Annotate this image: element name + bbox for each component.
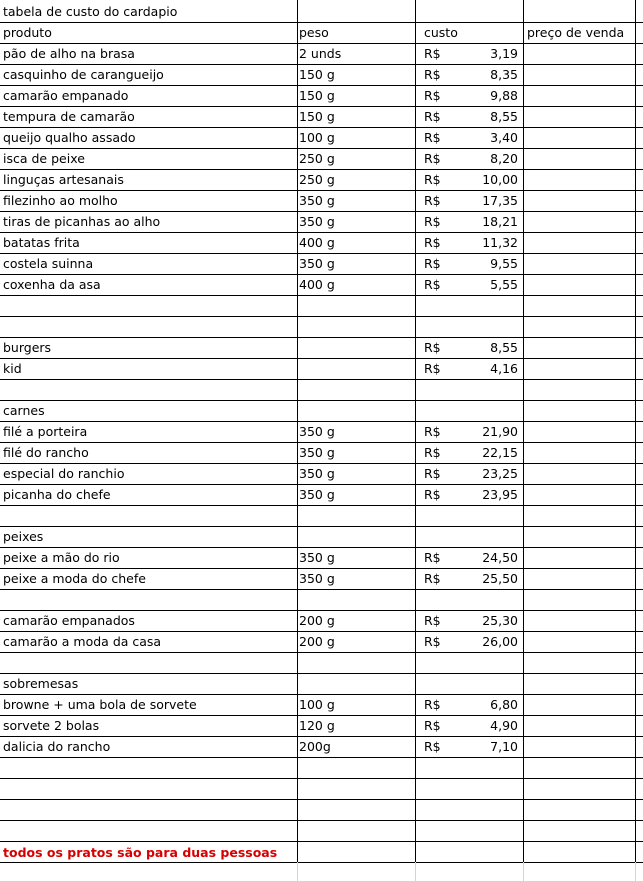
cell-peso[interactable]: 2 unds xyxy=(299,46,342,61)
cell-produto[interactable]: tempura de camarão xyxy=(3,109,135,124)
grid-row-line xyxy=(0,127,643,128)
grid-row-line xyxy=(0,862,643,863)
cell-currency[interactable]: R$ xyxy=(424,613,441,628)
table-row xyxy=(0,799,643,820)
cell-produto[interactable]: camarão empanado xyxy=(3,88,129,103)
cell-custo[interactable] xyxy=(430,526,518,547)
footer-note[interactable]: todos os pratos são para duas pessoas xyxy=(3,845,278,860)
cell-currency[interactable]: R$ xyxy=(424,361,441,376)
header-produto[interactable]: produto xyxy=(3,25,52,40)
cell-peso[interactable]: 100 g xyxy=(299,130,335,145)
grid-row-line xyxy=(0,547,643,548)
cell-currency[interactable]: R$ xyxy=(424,487,441,502)
cell-peso[interactable]: 350 g xyxy=(299,571,335,586)
cell-custo[interactable]: 24,50 xyxy=(482,550,518,565)
cell-peso[interactable]: 120 g xyxy=(299,718,335,733)
cell-custo[interactable]: 8,55 xyxy=(490,340,518,355)
cell-produto[interactable]: sorvete 2 bolas xyxy=(3,718,100,733)
table-row xyxy=(0,232,643,253)
cell-currency[interactable]: R$ xyxy=(424,466,441,481)
cell-produto[interactable]: peixes xyxy=(3,529,44,544)
cell-custo[interactable] xyxy=(430,379,518,400)
cell-currency[interactable]: R$ xyxy=(424,634,441,649)
cell-currency[interactable]: R$ xyxy=(424,571,441,586)
table-row xyxy=(0,778,643,799)
cell-produto[interactable]: casquinho de carangueijo xyxy=(3,67,164,82)
table-row xyxy=(0,64,643,85)
table-row xyxy=(0,610,643,631)
header-row xyxy=(0,22,643,43)
cell-produto[interactable]: pão de alho na brasa xyxy=(3,46,135,61)
cell-currency[interactable]: R$ xyxy=(424,151,441,166)
cell-custo[interactable] xyxy=(430,778,518,799)
table-row xyxy=(0,652,643,673)
grid-row-line xyxy=(0,673,643,674)
cell-produto[interactable]: peixe a mão do rio xyxy=(3,550,120,565)
grid-column-line xyxy=(415,862,416,882)
cell-peso[interactable]: 400 g xyxy=(299,277,335,292)
cell-peso[interactable]: 200 g xyxy=(299,634,335,649)
header-peso[interactable]: peso xyxy=(299,25,329,40)
table-row xyxy=(0,442,643,463)
cell-currency[interactable]: R$ xyxy=(424,172,441,187)
grid-column-line xyxy=(297,0,298,862)
grid-row-line xyxy=(0,421,643,422)
cell-custo[interactable]: 3,40 xyxy=(490,130,518,145)
cell-currency[interactable]: R$ xyxy=(424,550,441,565)
grid-column-line xyxy=(523,862,524,882)
cell-custo[interactable] xyxy=(430,316,518,337)
cell-peso[interactable]: 350 g xyxy=(299,445,335,460)
table-row xyxy=(0,106,643,127)
table-row xyxy=(0,631,643,652)
header-custo[interactable]: custo xyxy=(424,25,458,40)
table-row xyxy=(0,253,643,274)
grid-row-line xyxy=(0,589,643,590)
cell-custo[interactable]: 23,95 xyxy=(482,487,518,502)
grid-column-line xyxy=(523,0,524,862)
grid-row-line xyxy=(0,148,643,149)
cell-peso[interactable]: 200g xyxy=(299,739,331,754)
cell-custo[interactable] xyxy=(430,400,518,421)
cell-produto[interactable]: burgers xyxy=(3,340,52,355)
header-preco-venda[interactable]: preço de venda xyxy=(527,25,625,40)
cell-produto[interactable]: kid xyxy=(3,361,22,376)
cell-currency[interactable]: R$ xyxy=(424,109,441,124)
grid-row-line xyxy=(0,169,643,170)
cell-custo[interactable] xyxy=(430,505,518,526)
cell-currency[interactable]: R$ xyxy=(424,88,441,103)
cell-produto[interactable]: filé do rancho xyxy=(3,445,89,460)
table-row xyxy=(0,736,643,757)
cell-peso[interactable]: 350 g xyxy=(299,487,335,502)
table-row xyxy=(0,673,643,694)
cell-custo[interactable]: 6,80 xyxy=(490,697,518,712)
table-row xyxy=(0,85,643,106)
grid-row-line xyxy=(0,463,643,464)
cell-produto[interactable]: camarão empanados xyxy=(3,613,135,628)
grid-row-line xyxy=(0,694,643,695)
cell-peso[interactable]: 250 g xyxy=(299,172,335,187)
grid-row-line xyxy=(0,274,643,275)
cell-custo[interactable]: 23,25 xyxy=(482,466,518,481)
cell-custo[interactable]: 8,55 xyxy=(490,109,518,124)
cell-custo[interactable]: 10,00 xyxy=(482,172,518,187)
table-row xyxy=(0,484,643,505)
cell-currency[interactable]: R$ xyxy=(424,718,441,733)
cell-custo[interactable] xyxy=(430,295,518,316)
title-row xyxy=(0,1,643,22)
cell-currency[interactable]: R$ xyxy=(424,739,441,754)
table-row xyxy=(0,169,643,190)
grid-row-line xyxy=(0,190,643,191)
cell-produto[interactable]: peixe a moda do chefe xyxy=(3,571,146,586)
cell-custo[interactable]: 21,90 xyxy=(482,424,518,439)
grid-row-line xyxy=(0,106,643,107)
cell-custo[interactable]: 9,55 xyxy=(490,256,518,271)
cell-custo[interactable]: 17,35 xyxy=(482,193,518,208)
cell-peso[interactable]: 350 g xyxy=(299,466,335,481)
grid-row-line xyxy=(0,505,643,506)
cell-custo[interactable] xyxy=(430,799,518,820)
cell-produto[interactable]: batatas frita xyxy=(3,235,80,250)
cell-peso[interactable]: 150 g xyxy=(299,109,335,124)
cell-currency[interactable]: R$ xyxy=(424,340,441,355)
cell-custo[interactable]: 9,88 xyxy=(490,88,518,103)
cell-produto[interactable]: filezinho ao molho xyxy=(3,193,118,208)
cell-peso[interactable]: 150 g xyxy=(299,67,335,82)
cell-peso[interactable]: 350 g xyxy=(299,214,335,229)
cell-currency[interactable]: R$ xyxy=(424,193,441,208)
table-row xyxy=(0,358,643,379)
grid-row-line xyxy=(0,379,643,380)
cell-produto[interactable]: filé a porteira xyxy=(3,424,88,439)
grid-row-line xyxy=(0,211,643,212)
grid-row-line xyxy=(0,43,643,44)
cell-currency[interactable]: R$ xyxy=(424,67,441,82)
grid-row-line xyxy=(0,400,643,401)
cell-custo[interactable] xyxy=(430,589,518,610)
cell-currency[interactable]: R$ xyxy=(424,697,441,712)
cell-produto[interactable]: dalicia do rancho xyxy=(3,739,111,754)
cell-currency[interactable]: R$ xyxy=(424,256,441,271)
table-row xyxy=(0,379,643,400)
cell-custo[interactable]: 4,16 xyxy=(490,361,518,376)
table-row xyxy=(0,820,643,841)
cell-custo[interactable]: 4,90 xyxy=(490,718,518,733)
cell-peso[interactable]: 150 g xyxy=(299,88,335,103)
table-row xyxy=(0,337,643,358)
cell-custo[interactable] xyxy=(430,652,518,673)
table-row xyxy=(0,127,643,148)
cell-custo[interactable] xyxy=(430,757,518,778)
cell-custo[interactable]: 7,10 xyxy=(490,739,518,754)
table-row xyxy=(0,190,643,211)
cell-custo[interactable]: 8,35 xyxy=(490,67,518,82)
cell-custo[interactable]: 22,15 xyxy=(482,445,518,460)
cell-custo[interactable] xyxy=(430,673,518,694)
table-row xyxy=(0,715,643,736)
cell-currency[interactable]: R$ xyxy=(424,46,441,61)
cell-currency[interactable]: R$ xyxy=(424,214,441,229)
table-row xyxy=(0,505,643,526)
table-row xyxy=(0,274,643,295)
cell-peso[interactable]: 350 g xyxy=(299,424,335,439)
cell-currency[interactable]: R$ xyxy=(424,130,441,145)
cell-currency[interactable]: R$ xyxy=(424,277,441,292)
grid-row-line xyxy=(0,253,643,254)
cell-produto[interactable]: tiras de picanhas ao alho xyxy=(3,214,161,229)
grid-row-line xyxy=(0,316,643,317)
cell-currency[interactable]: R$ xyxy=(424,424,441,439)
cell-produto[interactable]: camarão a moda da casa xyxy=(3,634,162,649)
cell-peso[interactable]: 350 g xyxy=(299,193,335,208)
grid-row-line xyxy=(0,715,643,716)
grid-row-line xyxy=(0,610,643,611)
cell-custo[interactable]: 5,55 xyxy=(490,277,518,292)
cell-peso[interactable]: 400 g xyxy=(299,235,335,250)
grid-row-line xyxy=(0,736,643,737)
table-row xyxy=(0,211,643,232)
cell-custo[interactable]: 26,00 xyxy=(482,634,518,649)
grid-row-line xyxy=(0,799,643,800)
table-row xyxy=(0,295,643,316)
grid-row-line xyxy=(0,232,643,233)
grid-column-line xyxy=(415,0,416,862)
grid-column-line xyxy=(635,862,636,882)
table-row xyxy=(0,421,643,442)
cell-produto[interactable]: linguças artesanais xyxy=(3,172,124,187)
grid-row-line xyxy=(0,778,643,779)
table-row xyxy=(0,148,643,169)
cell-produto[interactable]: sobremesas xyxy=(3,676,79,691)
grid-row-line xyxy=(0,337,643,338)
cell-produto[interactable]: picanha do chefe xyxy=(3,487,111,502)
cell-custo[interactable]: 25,30 xyxy=(482,613,518,628)
cell-custo[interactable]: 25,50 xyxy=(482,571,518,586)
grid-column-line xyxy=(635,0,636,862)
grid-row-line xyxy=(0,85,643,86)
grid-row-line xyxy=(0,652,643,653)
grid-row-line xyxy=(0,358,643,359)
cell-peso[interactable]: 200 g xyxy=(299,613,335,628)
cell-produto[interactable]: carnes xyxy=(3,403,45,418)
table-row xyxy=(0,43,643,64)
grid-row-line xyxy=(0,484,643,485)
table-row xyxy=(0,694,643,715)
table-row xyxy=(0,400,643,421)
table-row xyxy=(0,757,643,778)
grid-row-line xyxy=(0,841,643,842)
grid-row-line xyxy=(0,757,643,758)
grid-row-line xyxy=(0,64,643,65)
cell-produto[interactable]: especial do ranchio xyxy=(3,466,125,481)
cell-peso[interactable]: 350 g xyxy=(299,550,335,565)
cell-custo[interactable]: 18,21 xyxy=(482,214,518,229)
grid-row-line xyxy=(0,820,643,821)
cell-peso[interactable]: 250 g xyxy=(299,151,335,166)
cell-currency[interactable]: R$ xyxy=(424,235,441,250)
cell-produto[interactable]: coxenha da asa xyxy=(3,277,101,292)
cell-currency[interactable]: R$ xyxy=(424,445,441,460)
cell-custo[interactable]: 3,19 xyxy=(490,46,518,61)
sheet-title[interactable]: tabela de custo do cardapio xyxy=(3,4,178,19)
table-row xyxy=(0,568,643,589)
cell-produto[interactable]: isca de peixe xyxy=(3,151,85,166)
table-row xyxy=(0,547,643,568)
grid-row-line xyxy=(0,526,643,527)
table-row xyxy=(0,589,643,610)
cell-custo[interactable]: 11,32 xyxy=(482,235,518,250)
grid-row-line xyxy=(0,22,643,23)
table-row xyxy=(0,526,643,547)
grid-row-line xyxy=(0,442,643,443)
table-row xyxy=(0,316,643,337)
cell-produto[interactable]: browne + uma bola de sorvete xyxy=(3,697,197,712)
cell-produto[interactable]: queijo qualho assado xyxy=(3,130,136,145)
footer-row xyxy=(0,842,643,863)
cell-custo[interactable] xyxy=(430,820,518,841)
table-row xyxy=(0,463,643,484)
cell-peso[interactable]: 100 g xyxy=(299,697,335,712)
grid-row-line xyxy=(0,631,643,632)
grid-row-line xyxy=(0,568,643,569)
cell-peso[interactable]: 350 g xyxy=(299,256,335,271)
cell-produto[interactable]: costela suinna xyxy=(3,256,94,271)
grid-column-line xyxy=(297,862,298,882)
grid-row-line xyxy=(0,295,643,296)
cell-custo[interactable]: 8,20 xyxy=(490,151,518,166)
